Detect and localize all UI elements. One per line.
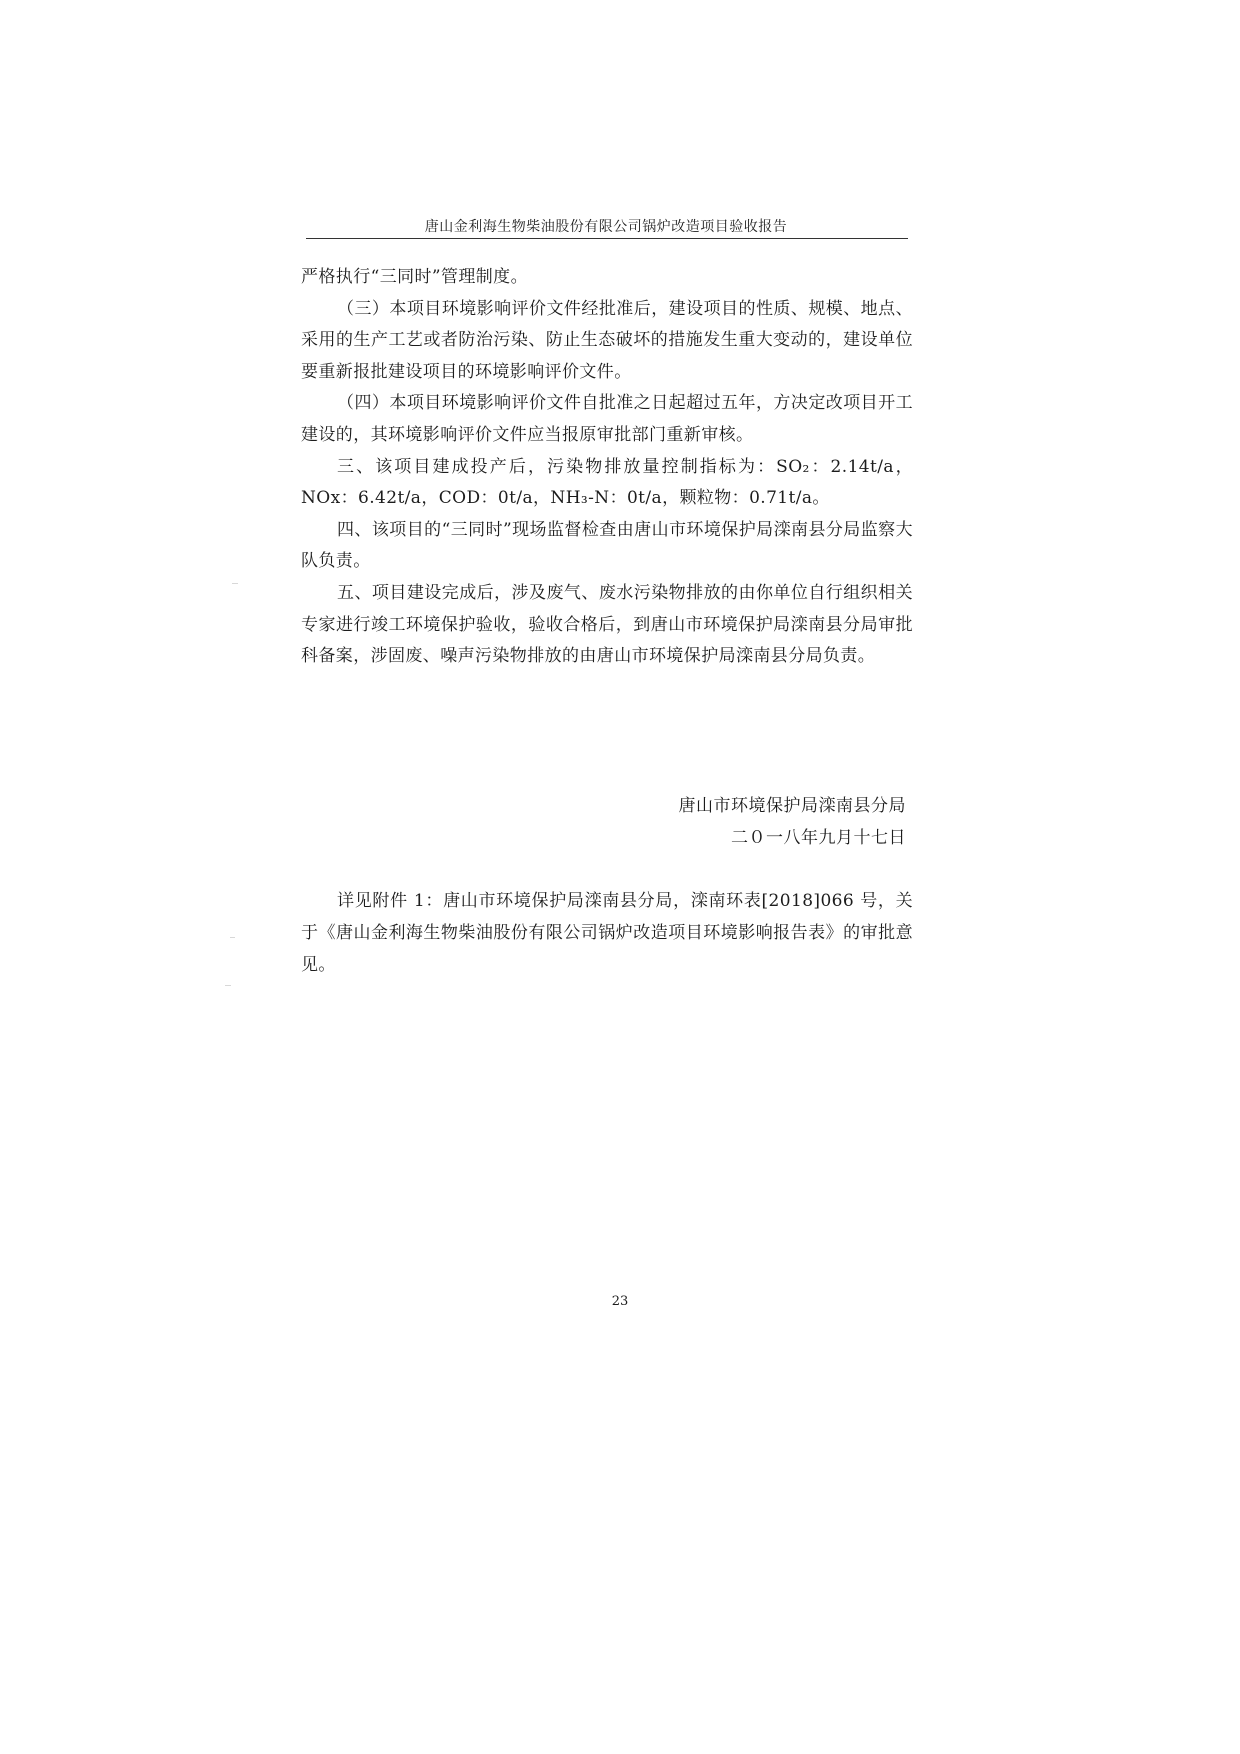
paragraph-2: （三）本项目环境影响评价文件经批准后，建设项目的性质、规模、地点、采用的生产工艺或者防治污染、防止生态破坏的措施发生重大变动的，建设单位要重新报批建设项目的环境影响评价文件。 [301,298,913,382]
paragraph-6: 五、项目建设完成后，涉及废气、废水污染物排放的由你单位自行组织相关专家进行竣工环境保护验收，验收合格后，到唐山市环境保护局滦南县分局审批科备案，涉固废、噪声污染物排放的由唐山市环境保护局滦南县分局负责。 [301,582,913,667]
signature-date: 二０一八年九月十七日 [731,828,906,848]
paragraph-3: （四）本项目环境影响评价文件自批准之日起超过五年，方决定改项目开工建设的，其环境影响评价文件应当报原审批部门重新审核。 [301,393,913,445]
scan-speck [225,985,231,986]
body-text [301,262,913,673]
page-header-title: 唐山金利海生物柴油股份有限公司锅炉改造项目验收报告 [424,219,788,235]
paragraph-4: 三、该项目建成投产后，污染物排放量控制指标为：SO₂：2.14t/a，NOx：6.42t/a，COD：0t/a，NH₃-N：0t/a，颗粒物：0.71t/a。 [301,456,913,509]
attachment-note: 详见附件 1：唐山市环境保护局滦南县分局，滦南环表[2018]066 号，关于《唐山金利海生物柴油股份有限公司锅炉改造项目环境影响报告表》的审批意见。 [301,891,913,975]
header-divider [306,238,908,239]
scan-speck [230,937,235,938]
page-number: 23 [611,1294,629,1309]
paragraph-1: 严格执行“三同时”管理制度。 [301,267,528,287]
signature-block [580,790,906,854]
paragraph-5: 四、该项目的“三同时”现场监督检查由唐山市环境保护局滦南县分局监察大队负责。 [301,519,913,572]
scan-speck [232,583,238,584]
signature-organization: 唐山市环境保护局滦南县分局 [678,796,906,816]
